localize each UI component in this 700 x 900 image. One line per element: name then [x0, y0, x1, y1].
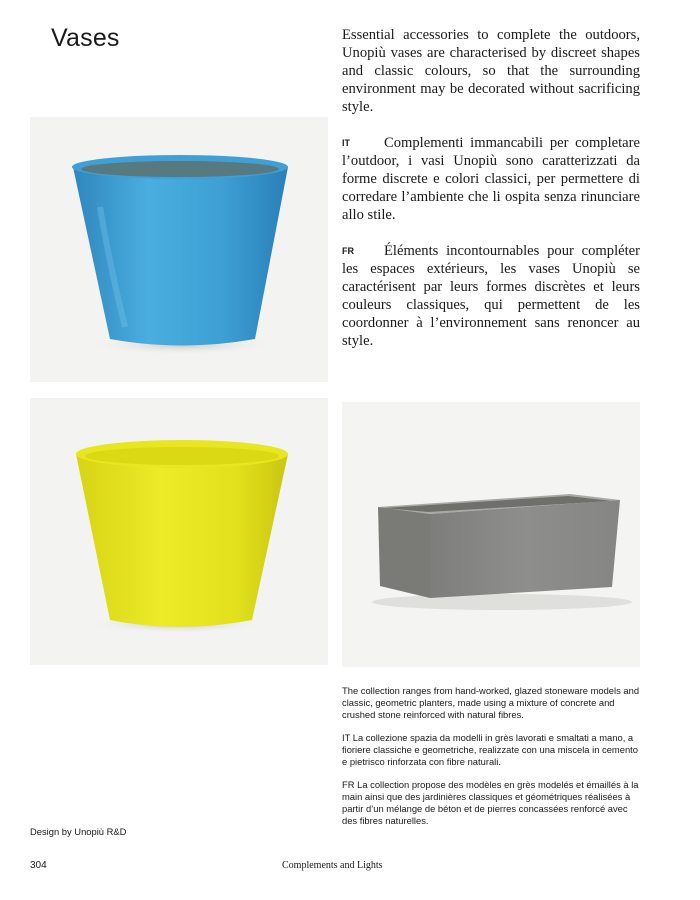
- caption-english: The collection ranges from hand-worked, glazed stoneware models and classic, geometric planters, made using a mixture of concrete and crushed stone reinforced with natural fibres.: [342, 685, 640, 720]
- caption-french: FR La collection propose des modèles en grès modelés et émaillés à la main ainsi que des jardinières classiques et géométriques réalisées à partir d’un mélange de béton et de pierres concassées renforcé avec des fibres naturelles.: [342, 779, 639, 826]
- yellow-vase-photo: [30, 398, 328, 665]
- intro-text: [342, 26, 640, 368]
- lang-label-it: IT: [342, 138, 350, 148]
- intro-french: [342, 242, 640, 350]
- intro-french-text: Éléments incontournables pour compléter les espaces extérieurs, les vases Unopiù se caractérisent par leurs formes discrètes et leurs couleurs classiques, qui permettent de les coordonner à l’environnement sans renoncer au style.: [342, 243, 640, 349]
- grey-planter-photo: [342, 402, 640, 667]
- caption-italian: IT La collezione spazia da modelli in grès lavorati e smaltati a mano, a fioriere classiche e geometriche, realizzate con una miscela in cemento e pietrisco rinforzata con fibre naturali.: [342, 732, 638, 767]
- design-credit: Design by Unopiù R&D: [30, 826, 127, 837]
- lang-label-fr: FR: [342, 246, 354, 256]
- intro-italian-text: Complementi immancabili per completare l’outdoor, i vasi Unopiù sono caratterizzati da forme discrete e colori classici, per permettere di corredare l’ambiente che li ospita senza rinunciare allo stile.: [342, 135, 640, 223]
- section-name: Complements and Lights: [282, 860, 383, 871]
- intro-italian: [342, 134, 640, 224]
- blue-vase-photo: [30, 117, 328, 382]
- page-title: Vases: [51, 24, 120, 52]
- page-number: 304: [30, 860, 47, 871]
- intro-english: Essential accessories to complete the outdoors, Unopiù vases are characterised by discreet shapes and classic colours, so that the surrounding environment may be decorated without sacrificing style.: [342, 27, 640, 115]
- collection-caption: [342, 685, 642, 838]
